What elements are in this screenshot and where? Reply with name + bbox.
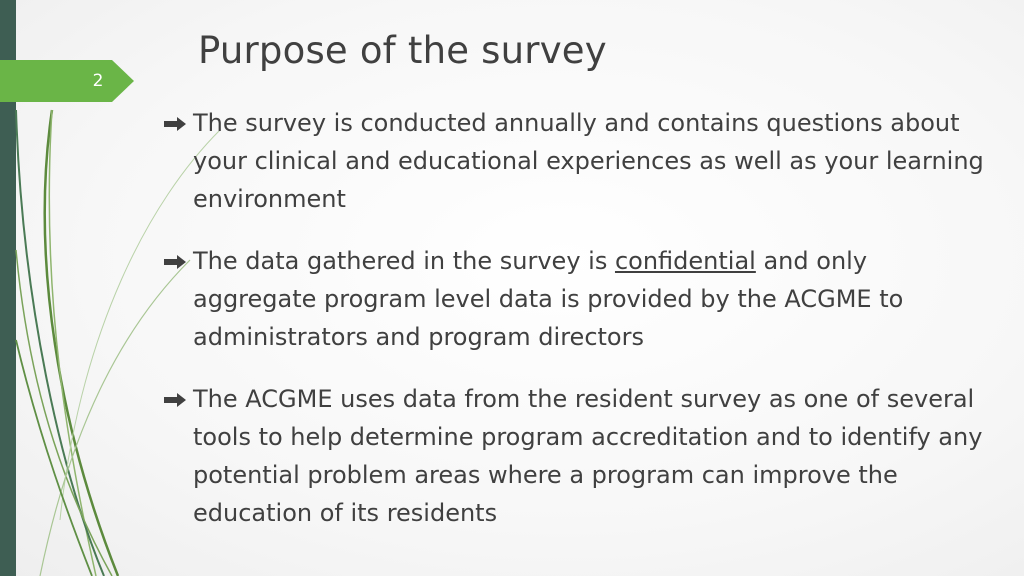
slide-number-tab [0, 60, 134, 102]
bullet-text: The survey is conducted annually and contains questions about your clinical and educational experiences as well as your learning environment [193, 109, 984, 213]
bullet-item [164, 104, 984, 218]
arrow-right-icon [164, 393, 186, 407]
bullet-text-after: and only aggregate program level data is provided by the ACGME to administrators and program directors [193, 247, 904, 351]
slide-number: 2 [92, 71, 104, 91]
bullet-item [164, 242, 984, 356]
bullet-item [164, 380, 984, 532]
slide-title: Purpose of the survey [198, 29, 607, 72]
confidential-emphasis: confidential [614, 247, 756, 275]
arrow-right-icon [164, 255, 186, 269]
arrow-right-icon [164, 117, 186, 131]
bullet-list [164, 104, 984, 556]
bullet-text: The ACGME uses data from the resident survey as one of several tools to help determine program accreditation and to identify any potential problem areas where a program can improve the education of its residents [193, 385, 983, 527]
bullet-text-before: The data gathered in the survey is [193, 247, 615, 275]
